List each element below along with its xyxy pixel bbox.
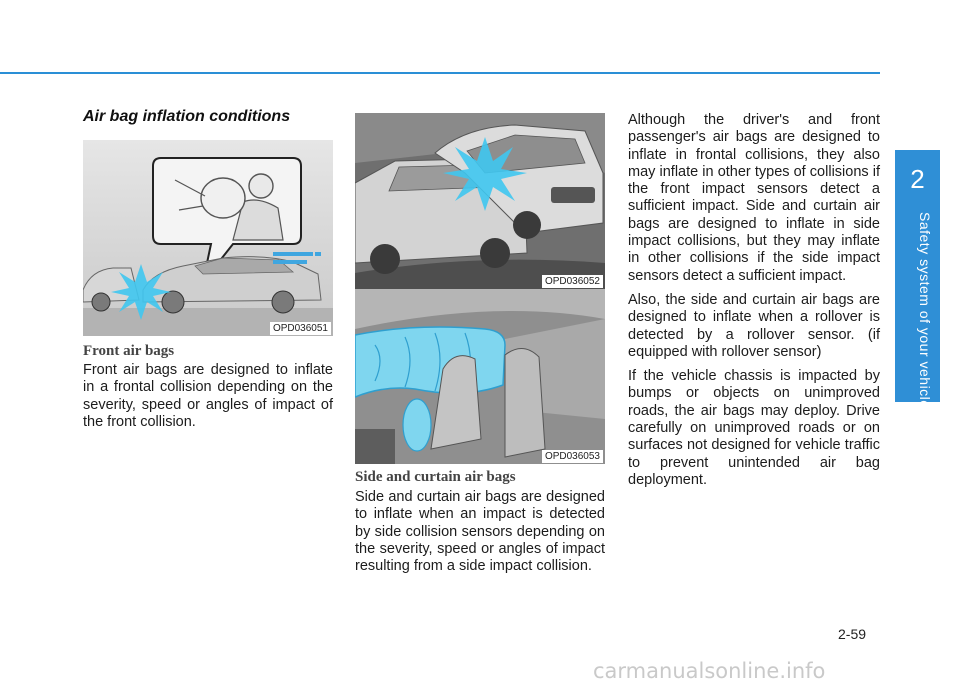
paragraph-other-collisions: Although the driver's and front passenger's air bags are designed to inflate in frontal collisions, they also may inflate in other types of collisions if the front impact sensors detect a sufficient impact. Side and curtain air bags are designed to inflate in side impact collisions, but they may inflate in other collisions if the side impact sensors detect a sufficient impact. bbox=[628, 112, 880, 284]
figure-code: OPD036053 bbox=[542, 450, 603, 463]
watermark: carmanualsonline.info bbox=[593, 659, 826, 683]
paragraph-unimproved-roads: If the vehicle chassis is impacted by bumps or objects on unimproved roads, the air bags may deploy. Drive carefully on unimproved roads or on surfaces not designed for vehicle traffic to prevent unintended air bag deployment. bbox=[628, 368, 880, 488]
figure-code: OPD036052 bbox=[542, 275, 603, 288]
chapter-number: 2 bbox=[910, 164, 925, 194]
subhead-side-curtain-air-bags: Side and curtain air bags bbox=[355, 469, 516, 485]
figure-code: OPD036051 bbox=[270, 322, 331, 335]
front-air-bags-text bbox=[83, 362, 333, 438]
figure-front-collision bbox=[83, 140, 333, 336]
side-collision-illustration bbox=[355, 113, 605, 289]
chapter-title: Safety system of your vehicle bbox=[917, 212, 933, 409]
curtain-air-bag-illustration bbox=[355, 289, 605, 464]
subhead-front-air-bags: Front air bags bbox=[83, 343, 175, 359]
figure-curtain-air-bag bbox=[355, 289, 605, 464]
section-heading: Air bag inflation conditions bbox=[83, 108, 291, 125]
paragraph-rollover: Also, the side and curtain air bags are designed to inflate when a rollover is detected by a rollover sensor. (if equipped with rollover sensor) bbox=[628, 291, 880, 360]
side-air-bags-text bbox=[355, 489, 605, 582]
front-air-bags-paragraph: Front air bags are designed to inflate in a frontal collision depending on the severity, speed or angles of impact of the front collision. bbox=[83, 362, 333, 430]
header-rule bbox=[0, 72, 880, 74]
side-air-bags-paragraph: Side and curtain air bags are designed to inflate when an impact is detected by side collision sensors depending on the severity, speed or angles of impact resulting from a side impact collision. bbox=[355, 489, 605, 575]
right-column-text bbox=[628, 112, 880, 496]
front-collision-illustration bbox=[83, 140, 333, 336]
figure-side-collision bbox=[355, 113, 605, 289]
page-number: 2-59 bbox=[838, 626, 867, 642]
